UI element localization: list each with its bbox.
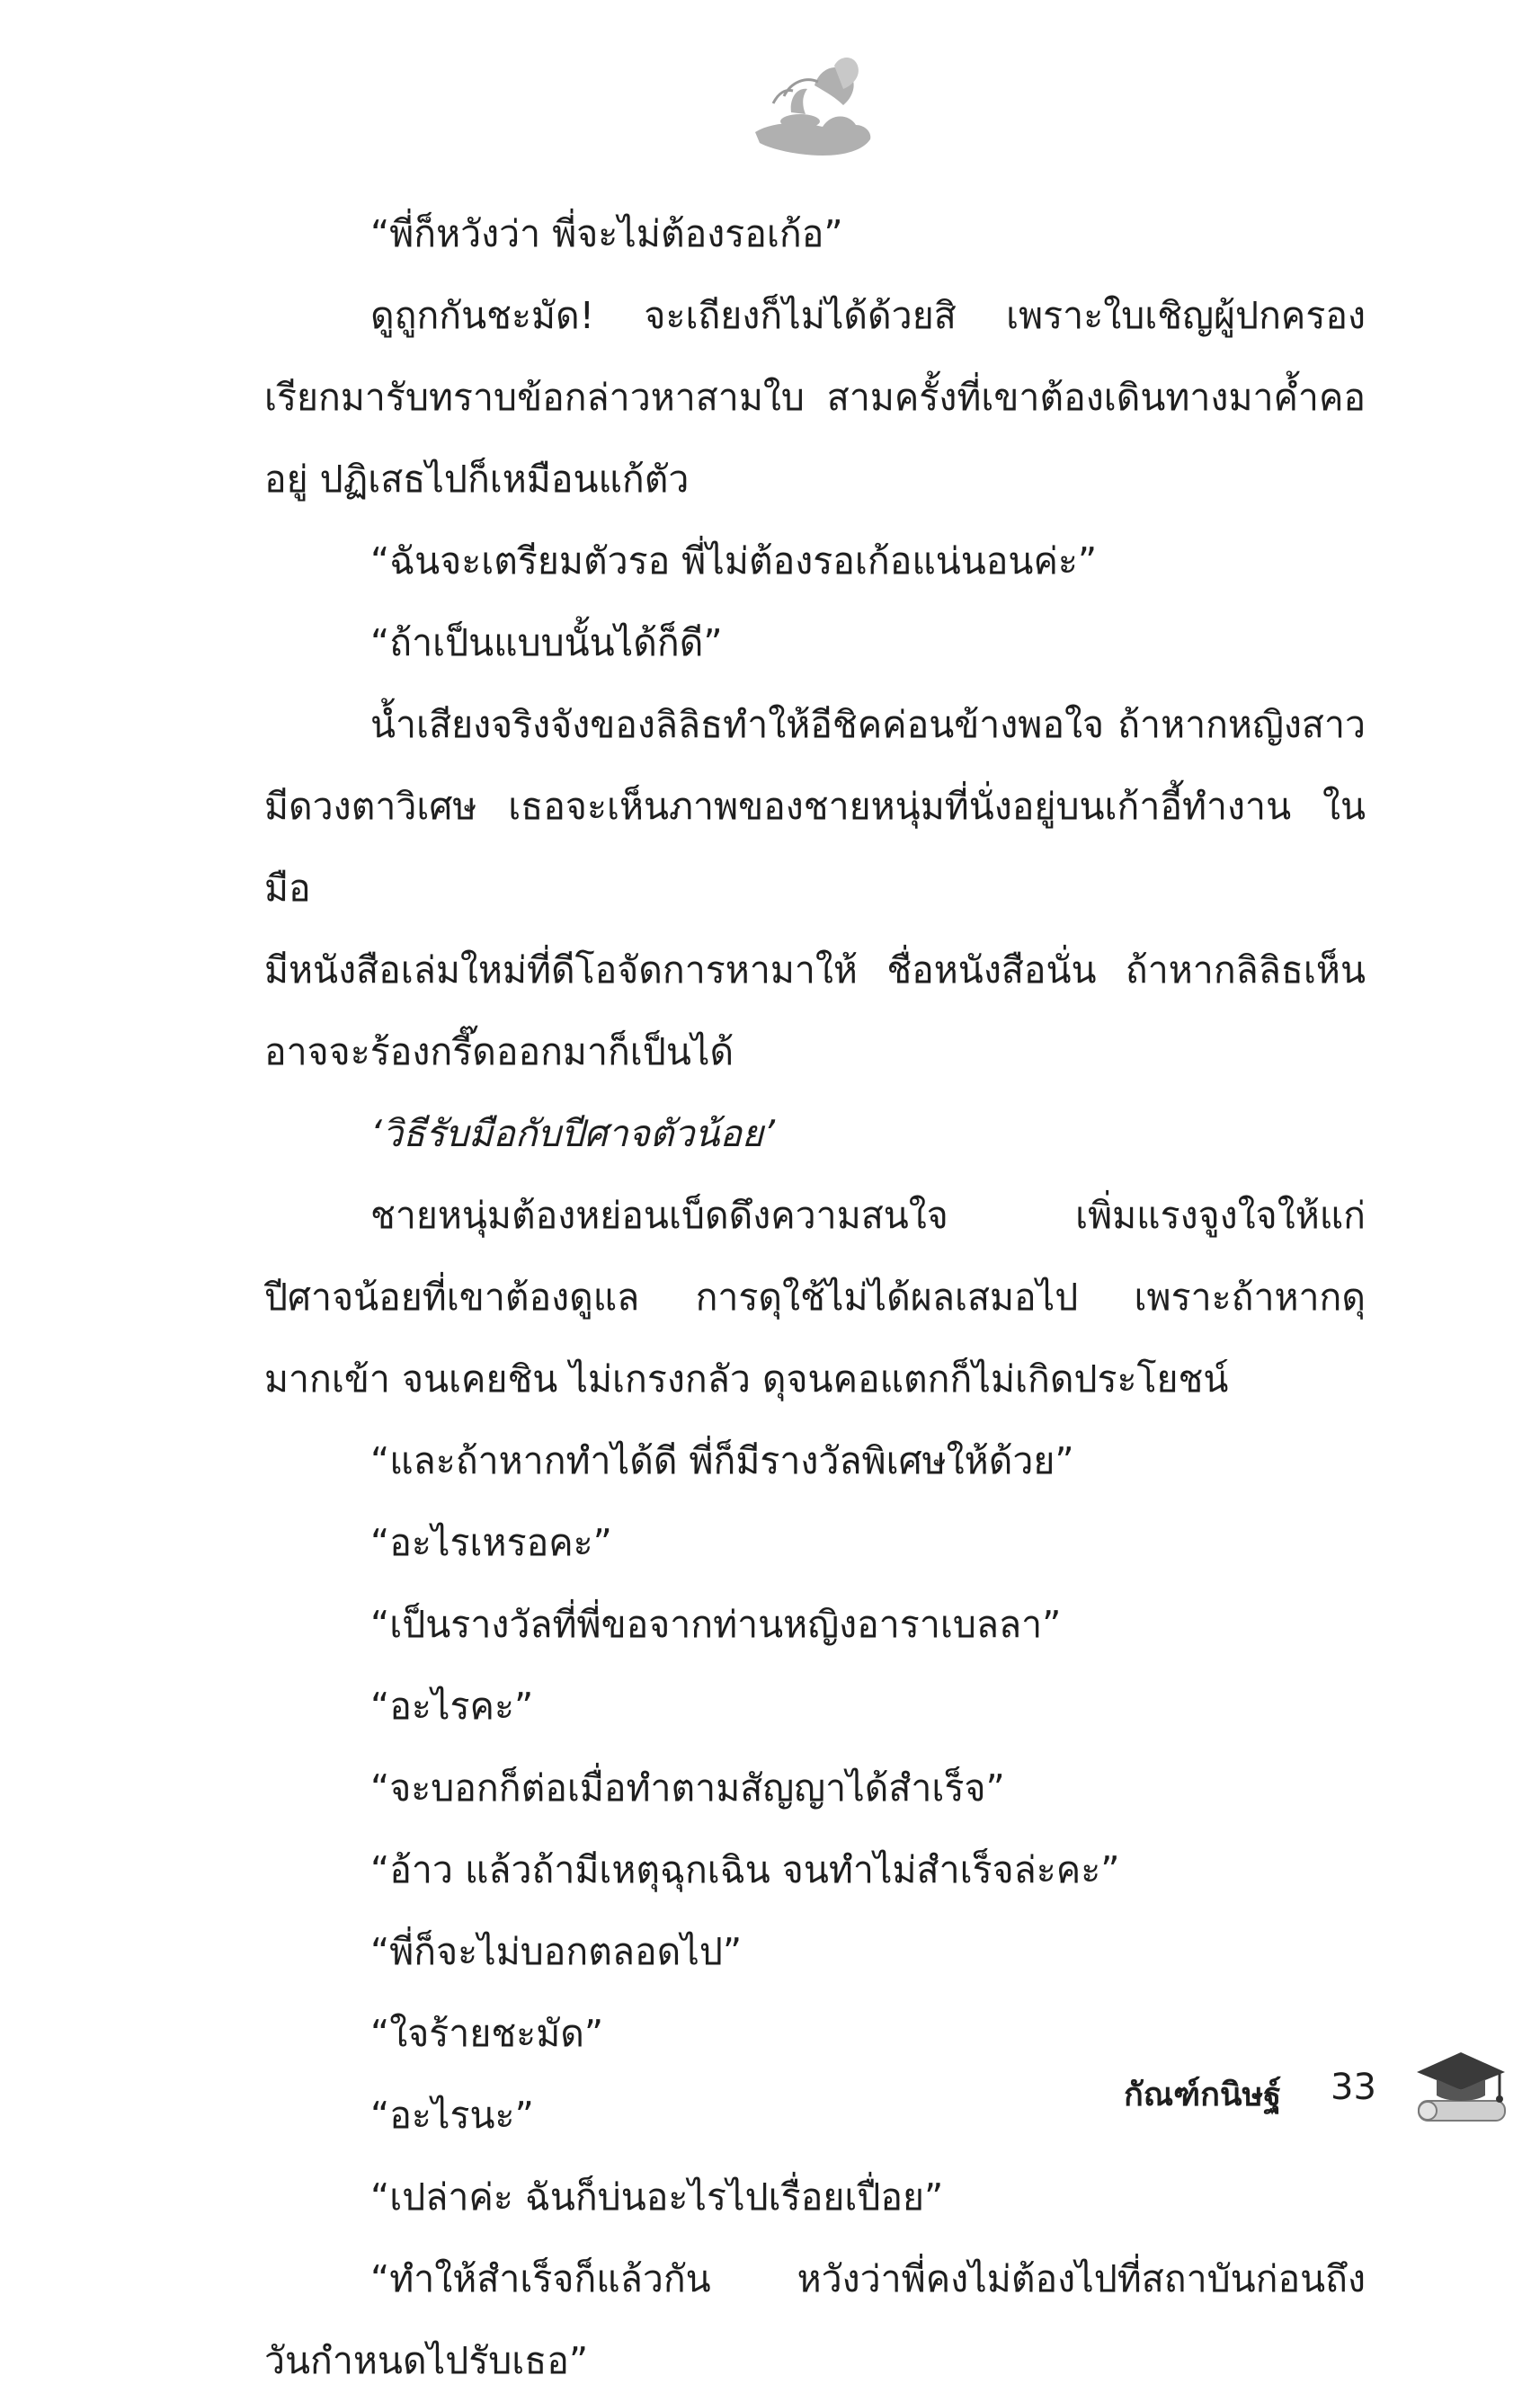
text-line: “อะไรคะ” <box>370 1685 534 1728</box>
text-line: อยู่ ปฏิเสธไปก็เหมือนแก้ตัว <box>264 458 690 501</box>
text-line: “พี่ก็หวังว่า พี่จะไม่ต้องรอเก้อ” <box>370 212 843 255</box>
text-line: ชายหนุ่มต้องหย่อนเบ็ดดึงความสนใจ เพิ่มแรงจูงใจให้แก่ <box>370 1194 1366 1237</box>
text-line: มีดวงตาวิเศษ เธอจะเห็นภาพของชายหนุ่มที่นั่งอยู่บนเก้าอี้ทำงาน ในมือ <box>264 785 1366 910</box>
lamp-heart-ornament-icon <box>737 49 881 166</box>
text-line: มีหนังสือเล่มใหม่ที่ดีโอจัดการหามาให้ ชื่อหนังสือนั่น ถ้าหากลิลิธเห็น <box>264 948 1366 992</box>
text-line: อาจจะร้องกรี๊ดออกมาก็เป็นได้ <box>264 1030 734 1073</box>
text-line: “จะบอกก็ต่อเมื่อทำตามสัญญาได้สำเร็จ” <box>370 1766 1005 1810</box>
text-line: “อะไรเหรอคะ” <box>370 1521 612 1564</box>
text-line: “เปล่าค่ะ ฉันก็บ่นอะไรไปเรื่อยเปื่อย” <box>370 2175 944 2219</box>
text-line: เรียกมารับทราบข้อกล่าวหาสามใบ สามครั้งที่เขาต้องเดินทางมาค้ำคอ <box>264 376 1366 419</box>
text-line: “อะไรนะ” <box>370 2094 534 2137</box>
graduation-cap-diploma-icon <box>1411 2045 1510 2135</box>
text-line: ‘วิธีรับมือกับปีศาจตัวน้อย’ <box>370 1112 776 1155</box>
page-number: 33 <box>1331 2067 1376 2108</box>
text-line: “ทำให้สำเร็จก็แล้วกัน หวังว่าพี่คงไม่ต้องไปที่สถาบันก่อนถึง <box>370 2257 1366 2300</box>
text-line: “ใจร้ายชะมัด” <box>370 2012 604 2055</box>
text-line: ปีศาจน้อยที่เขาต้องดูแล การดุใช้ไม่ได้ผลเสมอไป เพราะถ้าหากดุ <box>264 1276 1366 1319</box>
text-line: “และถ้าหากทำได้ดี พี่ก็มีรางวัลพิเศษให้ด้วย” <box>370 1439 1074 1482</box>
page-footer <box>1124 2045 1519 2144</box>
text-line: “พี่ก็จะไม่บอกตลอดไป” <box>370 1930 743 1973</box>
text-line: “อ้าว แล้วถ้ามีเหตุฉุกเฉิน จนทำไม่สำเร็จล่ะคะ” <box>370 1848 1120 1891</box>
text-line: “ถ้าเป็นแบบนั้นได้ก็ดี” <box>370 621 723 664</box>
text-line: “ฉันจะเตรียมตัวรอ พี่ไม่ต้องรอเก้อแน่นอนค่ะ” <box>370 539 1098 583</box>
text-line: “เป็นรางวัลที่พี่ขอจากท่านหญิงอาราเบลลา” <box>370 1603 1062 1646</box>
text-line: มากเข้า จนเคยชิน ไม่เกรงกลัว ดุจนคอแตกก็ไม่เกิดประโยชน์ <box>264 1357 1229 1401</box>
text-line: ดูถูกกันชะมัด! จะเถียงก็ไม่ได้ด้วยสิ เพราะใบเชิญผู้ปกครอง <box>370 294 1366 337</box>
text-line: วันกำหนดไปรับเธอ” <box>264 2339 589 2382</box>
text-line: น้ำเสียงจริงจังของลิลิธทำให้อีชิคค่อนข้างพอใจ ถ้าหากหญิงสาว <box>370 703 1366 746</box>
book-title: กัณฑ์กนิษฐ์ <box>1124 2077 1282 2113</box>
